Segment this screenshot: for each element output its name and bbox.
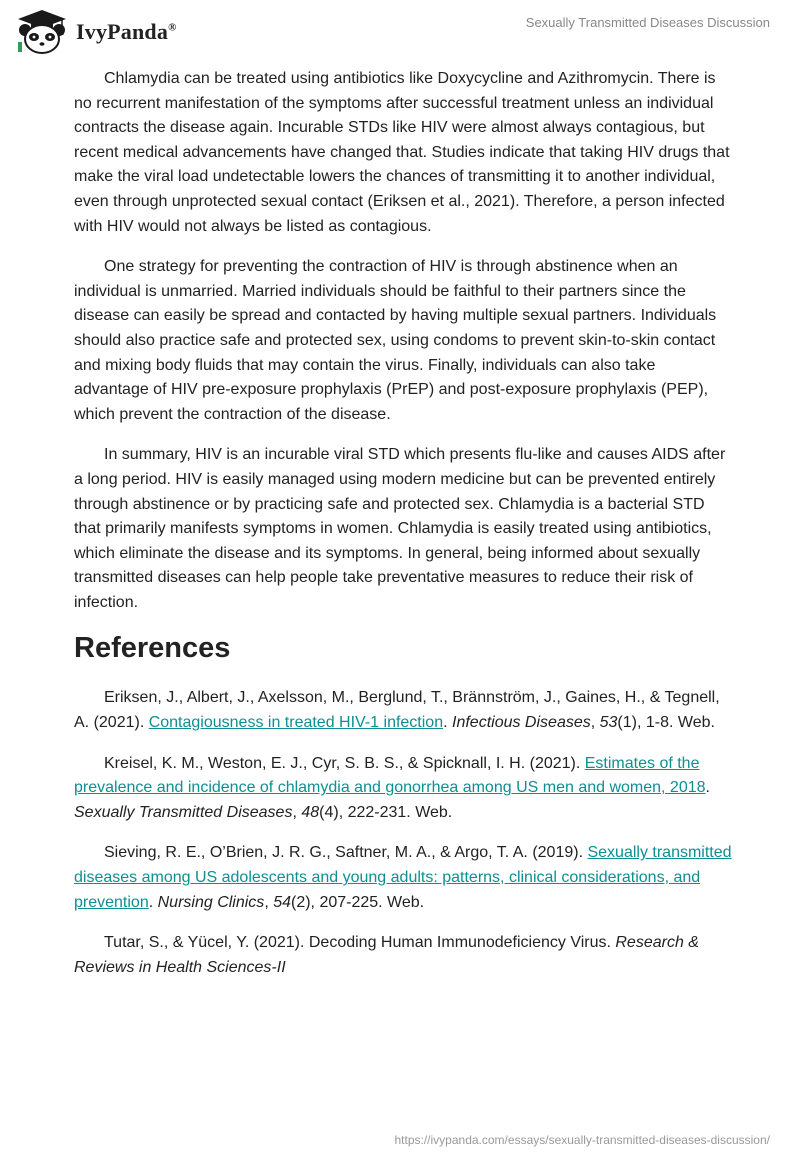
reference-journal: Sexually Transmitted Diseases	[74, 803, 293, 821]
reference-volume: 54	[273, 893, 291, 911]
reference-link[interactable]: Contagiousness in treated HIV-1 infection	[148, 714, 444, 732]
reference-authors: Sieving, R. E., O’Brien, J. R. G., Saftner, M. A., & Argo, T. A. (2019).	[104, 844, 588, 862]
reference-authors: Tutar, S., & Yücel, Y. (2021). Decoding Human Immunodeficiency Virus.	[104, 934, 616, 952]
reference-entry: Sieving, R. E., O’Brien, J. R. G., Saftner, M. A., & Argo, T. A. (2019). Sexually transmitted diseases among US adolescents and young adults: patterns, clinical considerations, and prevention. Nursing Clinics, 54(2), 207-225. Web.	[74, 844, 732, 911]
reference-authors: Kreisel, K. M., Weston, E. J., Cyr, S. B. S., & Spicknall, I. H. (2021).	[104, 754, 585, 772]
reference-journal: Infectious Diseases	[452, 714, 591, 732]
page-header	[0, 0, 800, 60]
reference-link[interactable]: Sexually transmitted diseases among US adolescents and young adults: patterns, clinical considerations, and prevention	[74, 844, 732, 911]
body-paragraph: Chlamydia can be treated using antibiotics like Doxycycline and Azithromycin. There is no recurrent manifestation of the symptoms after successful treatment unless an individual contracts the disease again. Incurable STDs like HIV were almost always contagious, but recent medical advancements have changed that. Studies indicate that taking HIV drugs that make the viral load undetectable lowers the chances of transmitting it to another individual, even through unprotected sexual contact (Eriksen et al., 2021). Therefore, a person infected with HIV would not always be listed as contagious.	[74, 70, 730, 235]
reference-entry	[74, 931, 734, 980]
ivypanda-logo[interactable]	[14, 8, 177, 56]
reference-journal: Research & Reviews in Health Sciences-II	[74, 934, 699, 976]
footer-url[interactable]: https://ivypanda.com/essays/sexually-transmitted-diseases-discussion/	[394, 1133, 770, 1147]
reference-volume: 48	[301, 803, 320, 821]
logo-text: IvyPanda®	[76, 19, 177, 44]
references-heading: References	[74, 632, 231, 665]
reference-entry: Kreisel, K. M., Weston, E. J., Cyr, S. B. S., & Spicknall, I. H. (2021). Estimates of the prevalence and incidence of chlamydia and gonorrhea among US men and women, 2018. Sexually Transmitted Diseases, 48(4), 222-231. Web.	[74, 754, 710, 821]
reference-volume: 53	[599, 714, 618, 732]
reference-journal: Nursing Clinics	[157, 893, 265, 911]
body-paragraph: In summary, HIV is an incurable viral STD which presents flu-like and causes AIDS after a long period. HIV is easily managed using modern medicine but can be prevented entirely through abstinence or by practicing safe and protected sex. Chlamydia is a bacterial STD that primarily manifests symptoms in women. Chlamydia is easily treated using antibiotics, which eliminate the disease and its symptoms. In general, being informed about sexually transmitted diseases can help people take preventative measures to reduce their risk of infection.	[74, 446, 726, 611]
reference-authors: Eriksen, J., Albert, J., Axelsson, M., Berglund, T., Brännström, J., Gaines, H., & Tegnell, A. (2021).	[74, 689, 720, 732]
panda-graduate-icon	[14, 8, 70, 56]
document-title: Sexually Transmitted Diseases Discussion	[525, 15, 770, 30]
essay-content	[74, 67, 734, 996]
reference-entry: Eriksen, J., Albert, J., Axelsson, M., Berglund, T., Brännström, J., Gaines, H., & Tegnell, A. (2021). Contagiousness in treated HIV-1 infection. Infectious Diseases, 53(1), 1-8. Web.	[74, 689, 720, 732]
reference-link[interactable]: Estimates of the prevalence and incidence of chlamydia and gonorrhea among US men and women, 2018	[74, 754, 706, 797]
body-paragraph: One strategy for preventing the contraction of HIV is through abstinence when an individual is unmarried. Married individuals should be faithful to their partners since the disease can easily be spread and contacted by having multiple sexual partners. Individuals should also practice safe and protected sex, using condoms to prevent skin-to-skin contact and mixing body fluids that may contain the virus. Finally, individuals can also take advantage of HIV pre-exposure prophylaxis (PrEP) and post-exposure prophylaxis (PEP), which prevent the contraction of the disease.	[74, 258, 717, 423]
